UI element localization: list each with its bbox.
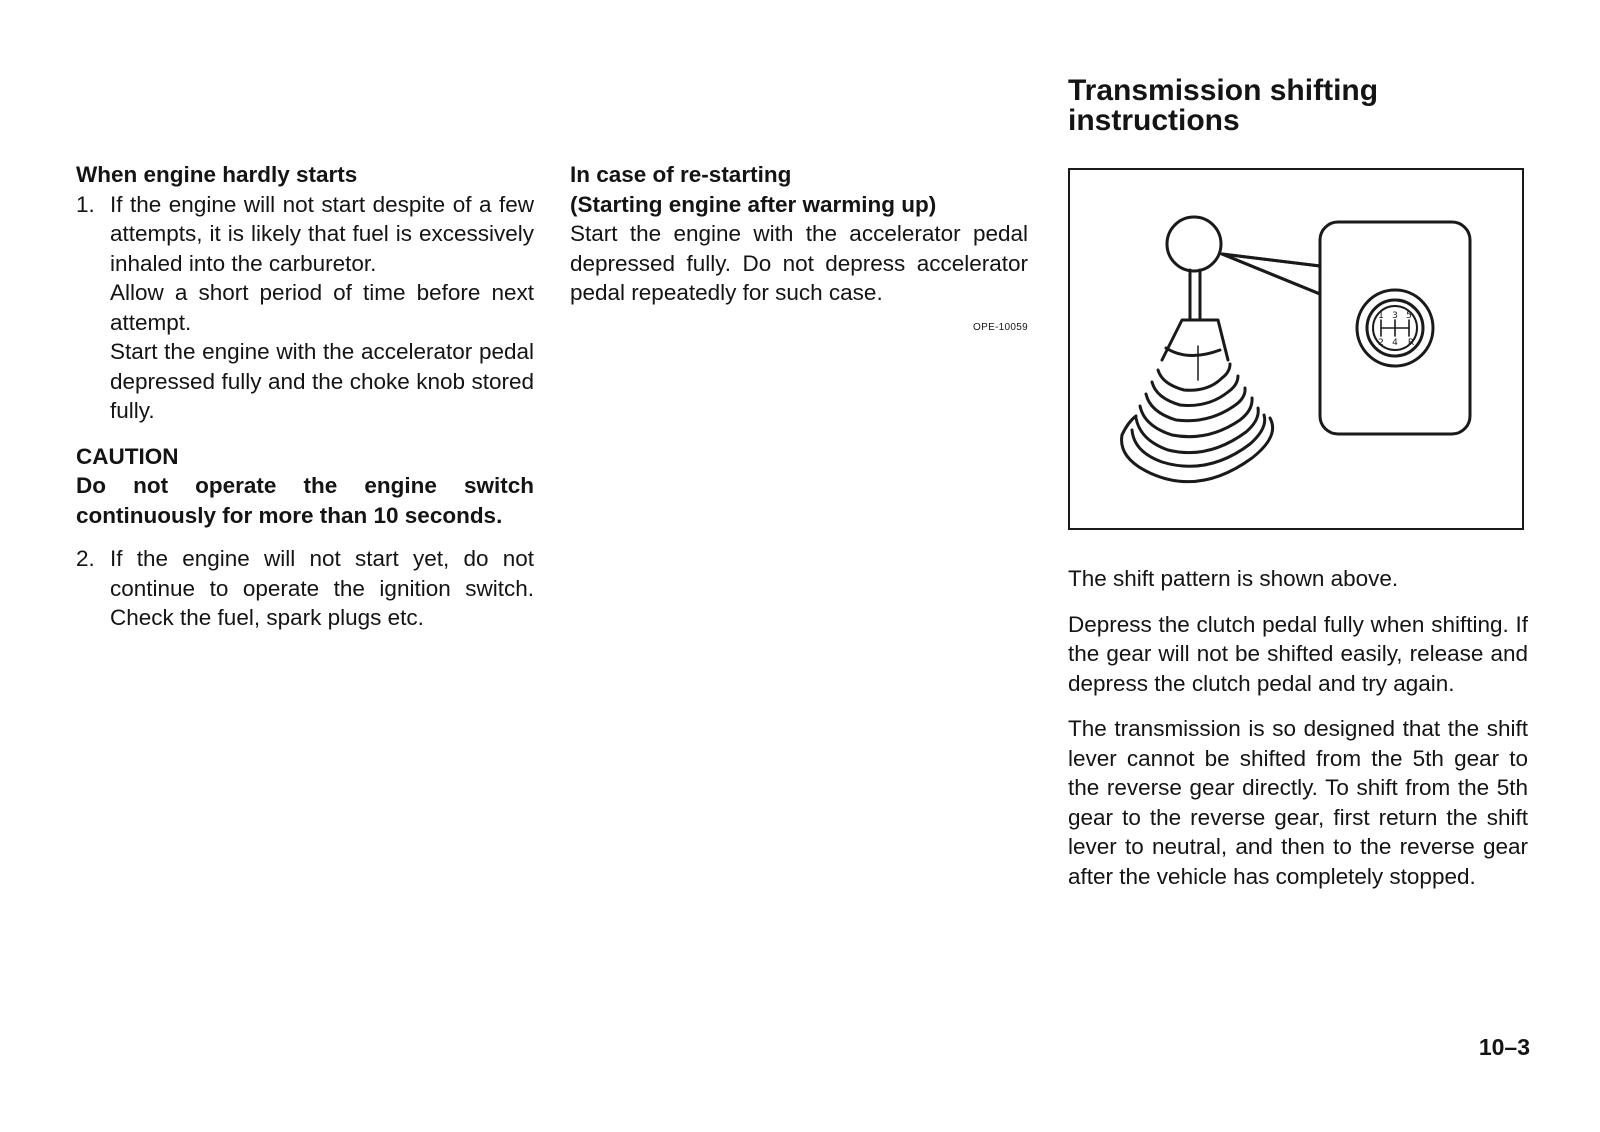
caution-box — [76, 442, 534, 531]
step-number: 1. — [76, 191, 95, 217]
list-item — [76, 544, 534, 633]
gear-label: 4 — [1392, 338, 1398, 348]
step-paragraph: If the engine will not start yet, do not continue to operate the ignition switch. Check the fuel, spark plugs etc. — [110, 546, 534, 630]
shift-pattern-figure — [1068, 168, 1524, 530]
section-heading-hard-start: When engine hardly starts — [76, 162, 358, 187]
step-text — [110, 190, 534, 426]
right-column — [1068, 70, 1528, 907]
shift-boot-icon — [1122, 320, 1273, 482]
shift-paragraph: The shift pattern is shown above. — [1068, 566, 1399, 591]
step-paragraph: Start the engine with the accelerator pedal depressed fully and the choke knob stored fully. — [110, 339, 534, 423]
section-title-transmission: Transmission shifting instructions — [1068, 74, 1379, 137]
step-paragraph: Allow a short period of time before next attempt. — [110, 280, 534, 335]
list-item — [76, 190, 534, 426]
steps-list — [76, 544, 534, 633]
step-number: 2. — [76, 546, 95, 571]
section-subheading-restart: (Starting engine after warming up) — [570, 191, 937, 217]
caution-text: Do not operate the engine switch continuously for more than 10 seconds. — [76, 473, 534, 528]
gear-label: 5 — [1406, 311, 1412, 321]
gear-label: 2 — [1378, 338, 1384, 348]
gear-label: R — [1407, 338, 1415, 348]
middle-column — [570, 160, 1028, 334]
shift-paragraph: Depress the clutch pedal fully when shifting. If the gear will not be shifted easily, release and depress the clutch pedal and try again. — [1068, 611, 1528, 696]
step-paragraph: If the engine will not start despite of a few attempts, it is likely that fuel is excessively inhaled into the carburetor. — [110, 191, 534, 276]
gear-pattern-icon — [1381, 320, 1409, 336]
left-column — [76, 160, 534, 633]
shift-knob-callout — [1222, 222, 1470, 434]
shift-paragraph: The transmission is so designed that the shift lever cannot be shifted from the 5th gear to the reverse gear directly. To shift from the 5th gear to the reverse gear, first return the shift lever to neutral, and then to the reverse gear after the vehicle has completely stopped. — [1068, 716, 1528, 889]
shift-lever-icon — [1167, 217, 1221, 320]
section-heading-restart: In case of re-starting — [570, 162, 792, 187]
page-number: 10–3 — [1478, 1034, 1530, 1060]
steps-list — [76, 190, 534, 426]
caution-label: CAUTION — [76, 443, 179, 469]
restart-paragraph: Start the engine with the accelerator pedal depressed fully. Do not depress accelerator pedal repeatedly for such case. — [570, 221, 1028, 305]
step-text — [110, 544, 534, 633]
gear-label: 3 — [1392, 311, 1398, 321]
shift-lever-illustration — [1070, 170, 1522, 528]
gear-label: 1 — [1378, 311, 1384, 321]
figure-code: OPE-10059 — [973, 321, 1028, 333]
